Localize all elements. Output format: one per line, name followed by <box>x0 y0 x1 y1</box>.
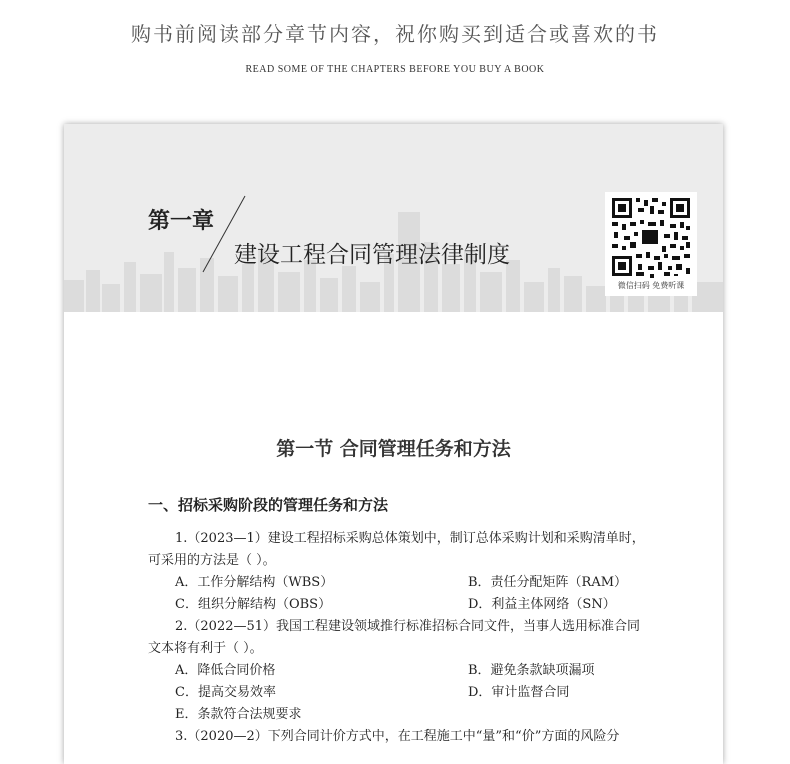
q1-option-b: B．责任分配矩阵（RAM） <box>468 575 628 590</box>
q2-option-b: B．避免条款缺项漏项 <box>468 663 595 678</box>
chapter-banner <box>64 124 723 312</box>
q2-option-c: C．提高交易效率 <box>175 685 276 700</box>
page-header-english: READ SOME OF THE CHAPTERS BEFORE YOU BUY A BOOK <box>245 64 545 75</box>
subheading: 一、招标采购阶段的管理任务和方法 <box>148 496 389 514</box>
q1-option-a: A．工作分解结构（WBS） <box>175 575 334 590</box>
q1-option-c: C．组织分解结构（OBS） <box>175 597 332 612</box>
qr-code-card[interactable] <box>605 192 697 296</box>
q2-option-e: E．条款符合法规要求 <box>175 707 302 722</box>
chapter-title: 建设工程合同管理法律制度 <box>234 242 510 268</box>
qr-caption: 微信扫码 免费听课 <box>617 281 685 290</box>
q1-stem-line2: 可采用的方法是（ ）。 <box>148 553 276 568</box>
q1-stem-line1: 1.（2023—1）建设工程招标采购总体策划中，制订总体采购计划和采购清单时， <box>175 531 645 546</box>
q2-option-a: A．降低合同价格 <box>175 663 276 678</box>
section-title: 第一节 合同管理任务和方法 <box>276 438 511 460</box>
book-page <box>64 124 723 764</box>
q2-stem-line1: 2.（2022—51）我国工程建设领域推行标准招标合同文件，当事人选用标准合同 <box>175 619 641 634</box>
q2-option-d: D．审计监督合同 <box>468 685 570 700</box>
q3-stem-line1: 3.（2020—2）下列合同计价方式中，在工程施工中“量”和“价”方面的风险分 <box>175 729 620 744</box>
chapter-number: 第一章 <box>148 208 215 234</box>
qr-code-icon <box>610 196 692 278</box>
q1-option-d: D．利益主体网络（SN） <box>468 597 616 612</box>
q2-stem-line2: 文本将有利于（ ）。 <box>148 641 263 656</box>
page-header-chinese: 购书前阅读部分章节内容，祝你购买到适合或喜欢的书 <box>131 22 659 46</box>
